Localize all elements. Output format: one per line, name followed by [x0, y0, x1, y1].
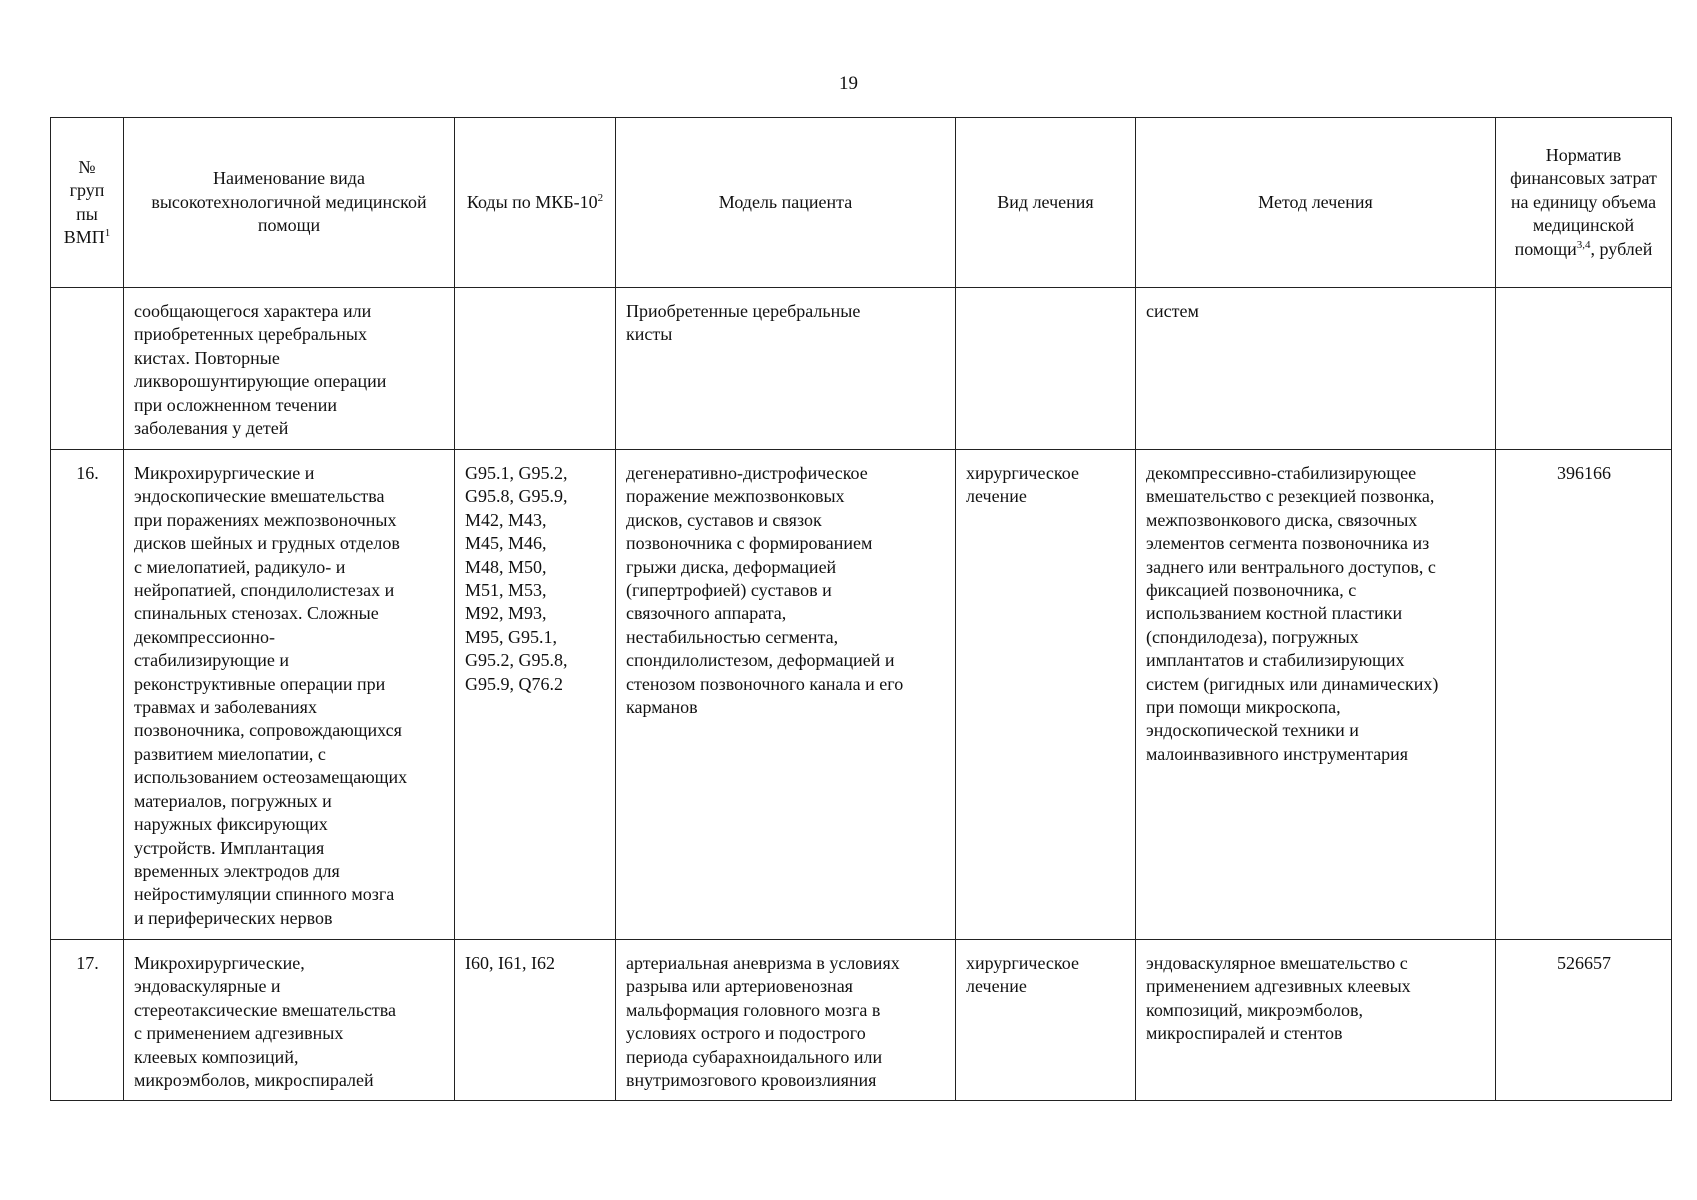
header-method: Метод лечения — [1136, 118, 1496, 288]
row-method: систем — [1136, 288, 1496, 450]
row-num: 16. — [51, 450, 124, 940]
row-name: Микрохирургические, эндоваскулярные и стереотаксические вмешательства с применением адгезивных клеевых композиций, микроэмболов, микроспиралей — [124, 940, 455, 1101]
row-model: Приобретенные церебральные кисты — [616, 288, 956, 450]
row-model: артериальная аневризма в условиях разрыва или артериовенозная мальформация головного мозга в условиях острого и подострого периода субарахноидального или внутримозгового кровоизлияния — [616, 940, 956, 1101]
row-treatment-type: хирургическое лечение — [956, 940, 1136, 1101]
header-name: Наименование вида высокотехнологичной медицинской помощи — [124, 118, 455, 288]
row-name: Микрохирургические и эндоскопические вмешательства при поражениях межпозвоночных дисков шейных и грудных отделов с миелопатией, радикуло- и нейропатией, спондилолистезах и спинальных стенозах. Сложные декомпрессионно- стабилизирующие и реконструктивные операции при травмах и заболеваниях позвоночника, сопровождающихся развитием миелопатии, с использованием остеозамещающих материалов, погружных и наружных фиксирующих устройств. Имплантация временных электродов для нейростимуляции спинного мозга и периферических нервов — [124, 450, 455, 940]
row-codes: G95.1, G95.2, G95.8, G95.9, M42, M43, M45, M46, M48, M50, M51, M53, M92, M93, M95, G95.1, G95.2, G95.8, G95.9, Q76.2 — [455, 450, 616, 940]
row-name: сообщающегося характера или приобретенных церебральных кистах. Повторные ликворошунтирующие операции при осложненном течении заболевания у детей — [124, 288, 455, 450]
row-model: дегенеративно-дистрофическое поражение межпозвонковых дисков, суставов и связок позвоночника с формированием грыжи диска, деформацией (гипертрофией) суставов и связочного аппарата, нестабильностью сегмента, спондилолистезом, деформацией и стенозом позвоночного канала и его карманов — [616, 450, 956, 940]
header-num: № груп пы ВМП$^1$ — [51, 118, 124, 288]
table-row — [51, 288, 1672, 450]
header-cost: Норматив финансовых затрат на единицу объема медицинской помощи$^{3,4}$, рублей — [1496, 118, 1672, 288]
row-codes: I60, I61, I62 — [455, 940, 616, 1101]
row-num: 17. — [51, 940, 124, 1101]
table-row — [51, 450, 1672, 940]
row-cost: 526657 — [1496, 940, 1672, 1101]
row-num — [51, 288, 124, 450]
table-row — [51, 940, 1672, 1101]
row-method: эндоваскулярное вмешательство с применением адгезивных клеевых композиций, микроэмболов, микроспиралей и стентов — [1136, 940, 1496, 1101]
header-codes: Коды по МКБ-$10^2$ — [455, 118, 616, 288]
header-row — [51, 118, 1672, 288]
row-treatment-type — [956, 288, 1136, 450]
row-codes — [455, 288, 616, 450]
row-method: декомпрессивно-стабилизирующее вмешательство с резекцией позвонка, межпозвонкового диска, связочных элементов сегмента позвоночника из заднего или вентрального доступов, с фиксацией позвоночника, с использванием костной пластики (спондилодеза), погружных имплантатов и стабилизирующих систем (ригидных или динамических) при помощи микроскопа, эндоскопической техники и малоинвазивного инструментария — [1136, 450, 1496, 940]
row-cost: 396166 — [1496, 450, 1672, 940]
vmp-table — [50, 117, 1672, 1101]
header-model: Модель пациента — [616, 118, 956, 288]
page-number: 19 — [839, 73, 858, 94]
header-treatment-type: Вид лечения — [956, 118, 1136, 288]
row-treatment-type: хирургическое лечение — [956, 450, 1136, 940]
row-cost — [1496, 288, 1672, 450]
